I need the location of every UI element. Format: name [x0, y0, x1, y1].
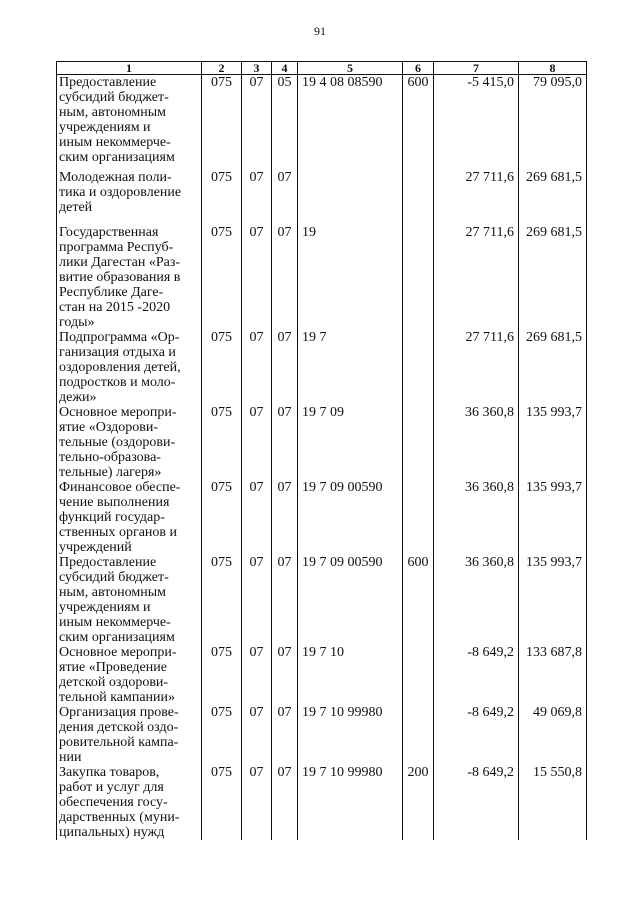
cell-c6: 200	[403, 765, 434, 840]
cell-c7: -8 649,2	[434, 705, 519, 765]
cell-c4: 07	[272, 170, 298, 225]
cell-c4: 07	[272, 765, 298, 840]
cell-c8: 269 681,5	[519, 170, 587, 225]
cell-c8: 133 687,8	[519, 645, 587, 705]
cell-c8: 135 993,7	[519, 555, 587, 645]
header-col-6: 6	[403, 62, 434, 75]
cell-c5	[298, 170, 403, 225]
row-name: Предоставление субсидий бюджет- ным, автономным учреждениям и иным некоммерче- ским организациям	[57, 75, 202, 170]
row-name: Организация прове- дения детской оздо- ровительной кампа- нии	[57, 705, 202, 765]
cell-c7: -8 649,2	[434, 645, 519, 705]
cell-c5: 19 7 09 00590	[298, 555, 403, 645]
table-row	[57, 645, 587, 705]
cell-c8: 135 993,7	[519, 480, 587, 555]
header-col-3: 3	[242, 62, 272, 75]
cell-c6	[403, 480, 434, 555]
table-row	[57, 225, 587, 330]
cell-c4: 07	[272, 705, 298, 765]
row-name: Государственная программа Респуб- лики Дагестан «Раз- витие образования в Республике Даге- стан на 2015 -2020 годы»	[57, 225, 202, 330]
cell-c4: 07	[272, 645, 298, 705]
cell-c8: 15 550,8	[519, 765, 587, 840]
table-body	[57, 75, 587, 840]
cell-c6	[403, 645, 434, 705]
row-name: Основное меропри- ятие «Оздорови- тельные (оздорови- тельно-образова- тельные) лагеря»	[57, 405, 202, 480]
budget-table	[56, 61, 587, 840]
cell-c6	[403, 405, 434, 480]
header-col-1: 1	[57, 62, 202, 75]
cell-c2: 075	[202, 705, 242, 765]
table-row	[57, 405, 587, 480]
cell-c3: 07	[242, 645, 272, 705]
cell-c7: 27 711,6	[434, 225, 519, 330]
cell-c3: 07	[242, 765, 272, 840]
header-col-8: 8	[519, 62, 587, 75]
cell-c2: 075	[202, 75, 242, 170]
cell-c5: 19 7 09 00590	[298, 480, 403, 555]
cell-c2: 075	[202, 170, 242, 225]
cell-c5: 19 7 10 99980	[298, 765, 403, 840]
row-name: Подпрограмма «Ор- ганизация отдыха и оздоровления детей, подростков и моло- дежи»	[57, 330, 202, 405]
cell-c3: 07	[242, 405, 272, 480]
cell-c4: 07	[272, 330, 298, 405]
row-name: Предоставление субсидий бюджет- ным, автономным учреждениям и иным некоммерче- ским организациям	[57, 555, 202, 645]
table-row	[57, 765, 587, 840]
cell-c8: 49 069,8	[519, 705, 587, 765]
cell-c7: 36 360,8	[434, 405, 519, 480]
cell-c5: 19 7 10	[298, 645, 403, 705]
table-row	[57, 330, 587, 405]
cell-c5: 19	[298, 225, 403, 330]
cell-c2: 075	[202, 480, 242, 555]
cell-c8: 269 681,5	[519, 225, 587, 330]
cell-c7: 36 360,8	[434, 555, 519, 645]
cell-c5: 19 7	[298, 330, 403, 405]
cell-c2: 075	[202, 765, 242, 840]
cell-c6	[403, 225, 434, 330]
cell-c2: 075	[202, 645, 242, 705]
header-col-7: 7	[434, 62, 519, 75]
row-name: Основное меропри- ятие «Проведение детской оздорови- тельной кампании»	[57, 645, 202, 705]
cell-c4: 07	[272, 405, 298, 480]
cell-c3: 07	[242, 75, 272, 170]
cell-c3: 07	[242, 170, 272, 225]
cell-c7: -5 415,0	[434, 75, 519, 170]
cell-c7: -8 649,2	[434, 765, 519, 840]
cell-c7: 36 360,8	[434, 480, 519, 555]
cell-c5: 19 4 08 08590	[298, 75, 403, 170]
cell-c4: 07	[272, 555, 298, 645]
cell-c5: 19 7 10 99980	[298, 705, 403, 765]
cell-c3: 07	[242, 330, 272, 405]
cell-c6	[403, 330, 434, 405]
cell-c8: 135 993,7	[519, 405, 587, 480]
table-row	[57, 705, 587, 765]
table-row	[57, 480, 587, 555]
table-row	[57, 75, 587, 170]
table-row	[57, 555, 587, 645]
cell-c3: 07	[242, 225, 272, 330]
header-row	[57, 62, 587, 75]
cell-c4: 07	[272, 225, 298, 330]
cell-c8: 269 681,5	[519, 330, 587, 405]
header-col-2: 2	[202, 62, 242, 75]
header-col-4: 4	[272, 62, 298, 75]
row-name: Закупка товаров, работ и услуг для обеспечения госу- дарственных (муни- ципальных) нужд	[57, 765, 202, 840]
cell-c6	[403, 170, 434, 225]
cell-c3: 07	[242, 555, 272, 645]
cell-c2: 075	[202, 555, 242, 645]
cell-c2: 075	[202, 330, 242, 405]
cell-c2: 075	[202, 225, 242, 330]
row-name: Финансовое обеспе- чение выполнения функций государ- ственных органов и учреждений	[57, 480, 202, 555]
cell-c3: 07	[242, 705, 272, 765]
cell-c3: 07	[242, 480, 272, 555]
cell-c6	[403, 705, 434, 765]
cell-c4: 07	[272, 480, 298, 555]
cell-c2: 075	[202, 405, 242, 480]
page-number: 91	[314, 24, 326, 38]
cell-c4: 05	[272, 75, 298, 170]
cell-c7: 27 711,6	[434, 170, 519, 225]
cell-c6: 600	[403, 75, 434, 170]
cell-c8: 79 095,0	[519, 75, 587, 170]
table-row	[57, 170, 587, 225]
cell-c7: 27 711,6	[434, 330, 519, 405]
cell-c6: 600	[403, 555, 434, 645]
header-col-5: 5	[298, 62, 403, 75]
cell-c5: 19 7 09	[298, 405, 403, 480]
row-name: Молодежная поли- тика и оздоровление детей	[57, 170, 202, 225]
